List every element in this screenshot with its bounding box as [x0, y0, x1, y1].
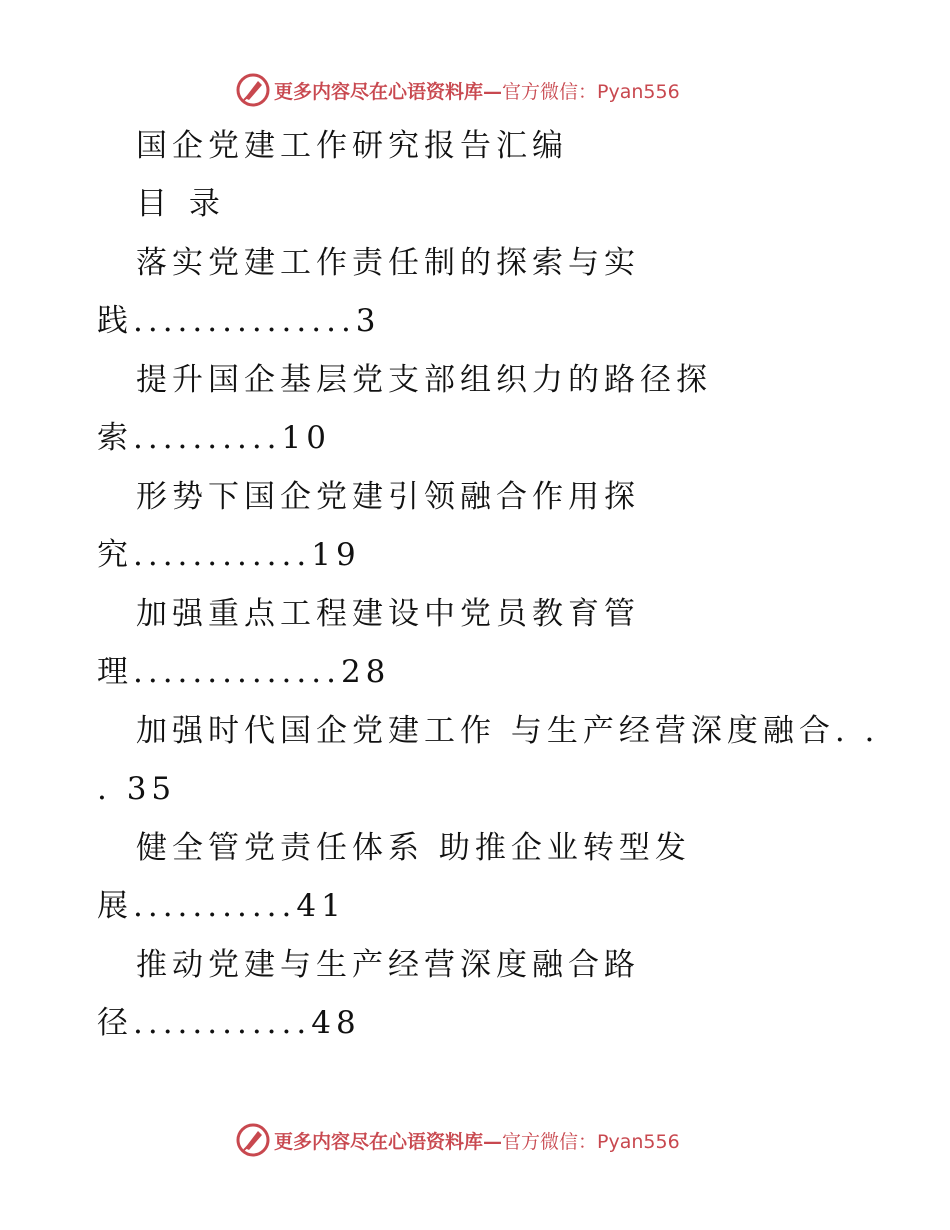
toc-entry-4-page[interactable]: 理..............28: [97, 654, 391, 690]
document-title: 国企党建工作研究报告汇编: [136, 128, 568, 164]
toc-entry-3-page[interactable]: 究............19: [97, 537, 361, 573]
toc-entry-6-page[interactable]: 展...........41: [97, 888, 346, 924]
toc-entry-5-page[interactable]: . 35: [97, 771, 177, 807]
toc-entry-1-page[interactable]: 践...............3: [97, 303, 381, 339]
toc-entry-7-page[interactable]: 径............48: [97, 1005, 361, 1041]
toc-entry-4-title[interactable]: 加强重点工程建设中党员教育管: [136, 596, 640, 632]
toc-entry-3-title[interactable]: 形势下国企党建引领融合作用探: [136, 479, 640, 515]
quill-logo-icon: [236, 1123, 270, 1157]
toc-entry-2-title[interactable]: 提升国企基层党支部组织力的路径探: [136, 362, 712, 398]
banner-wechat: 官方微信：Pyan556: [502, 1130, 680, 1153]
toc-heading: 目 录: [136, 186, 226, 222]
footer-banner: [236, 1122, 680, 1158]
toc-entry-1-title[interactable]: 落实党建工作责任制的探索与实: [136, 245, 640, 281]
toc-entry-7-title[interactable]: 推动党建与生产经营深度融合路: [136, 947, 640, 983]
toc-entry-6-title[interactable]: 健全管党责任体系 助推企业转型发: [136, 830, 691, 866]
banner-wechat: 官方微信：Pyan556: [502, 80, 680, 103]
quill-logo-icon: [236, 73, 270, 107]
banner-text: 更多内容尽在心语资料库—: [274, 1130, 503, 1153]
toc-entry-5-title[interactable]: 加强时代国企党建工作 与生产经营深度融合. .: [136, 713, 880, 749]
header-banner: [236, 72, 680, 108]
banner-text: 更多内容尽在心语资料库—: [274, 80, 503, 103]
toc-entry-2-page[interactable]: 索..........10: [97, 420, 331, 456]
